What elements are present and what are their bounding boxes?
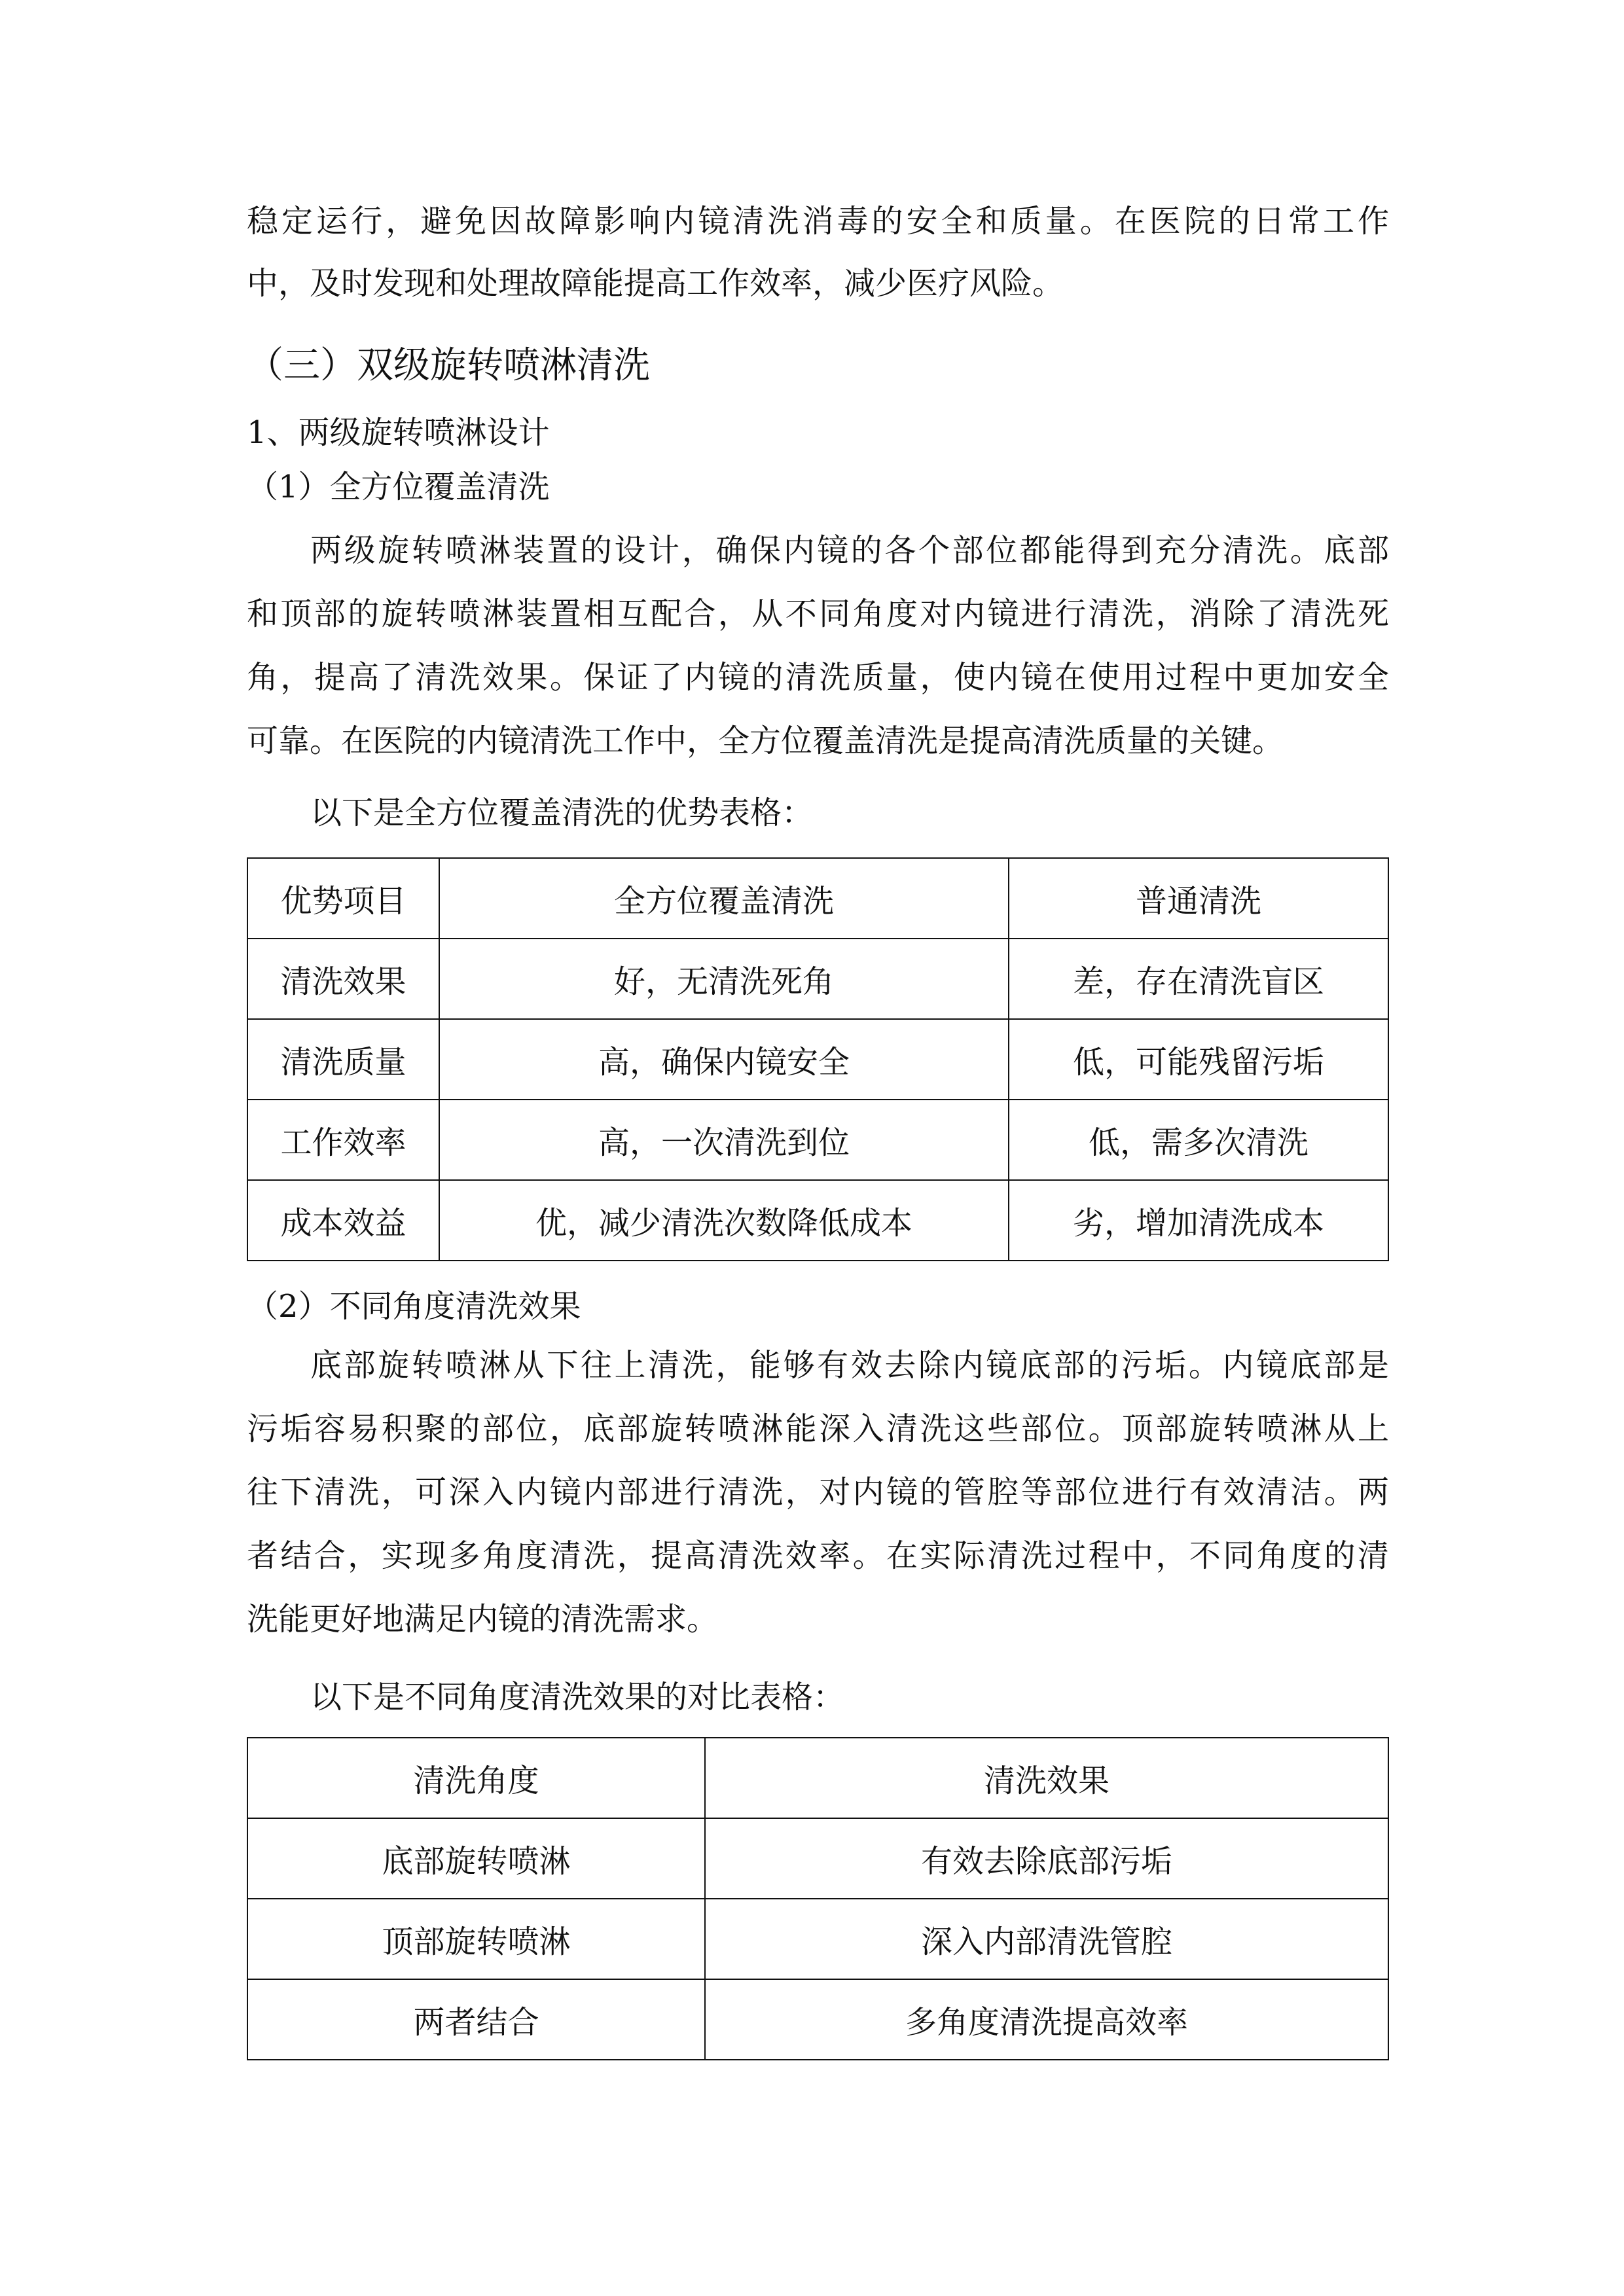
table-cell: 有效去除底部污垢 [705,1818,1388,1899]
table-cell: 清洗效果 [705,1738,1388,1818]
table-cell: 工作效率 [247,1100,439,1180]
table-header-row [247,1738,1388,1818]
table-row [247,1979,1388,2060]
table-row [247,1019,1388,1100]
table-cell: 高，确保内镜安全 [439,1019,1009,1100]
table-cell: 劣，增加清洗成本 [1009,1180,1388,1261]
item1-paragraph-line: 两级旋转喷淋装置的设计，确保内镜的各个部位都能得到充分清洗。底部 [310,532,1389,569]
item1-table-intro: 以下是全方位覆盖清洗的优势表格： [310,795,814,831]
table-cell: 清洗角度 [247,1738,705,1818]
table-cell: 低，需多次清洗 [1009,1100,1388,1180]
intro-line: 中，及时发现和处理故障能提高工作效率，减少医疗风险。 [247,265,1064,302]
item2-paragraph-line: 往下清洗，可深入内镜内部进行清洗，对内镜的管腔等部位进行有效清洁。两 [247,1474,1389,1511]
table-cell: 全方位覆盖清洗 [439,858,1009,939]
subsection-heading: 1、两级旋转喷淋设计 [247,414,550,451]
intro-line: 稳定运行，避免因故障影响内镜清洗消毒的安全和质量。在医院的日常工作 [247,203,1389,240]
item2-title: （2）不同角度清洗效果 [247,1288,581,1325]
section-heading: （三）双级旋转喷淋清洗 [247,344,650,387]
table-row [247,1180,1388,1261]
item2-table-intro: 以下是不同角度清洗效果的对比表格： [310,1679,845,1715]
table-cell: 好，无清洗死角 [439,939,1009,1019]
table-cell: 清洗效果 [247,939,439,1019]
table-cell: 高，一次清洗到位 [439,1100,1009,1180]
table-cell: 底部旋转喷淋 [247,1818,705,1899]
item2-paragraph-line: 污垢容易积聚的部位，底部旋转喷淋能深入清洗这些部位。顶部旋转喷淋从上 [247,1410,1389,1447]
advantage-table [247,857,1389,1261]
table-header-row [247,858,1388,939]
table-cell: 优，减少清洗次数降低成本 [439,1180,1009,1261]
table-cell: 差，存在清洗盲区 [1009,939,1388,1019]
table-cell: 低，可能残留污垢 [1009,1019,1388,1100]
table-cell: 深入内部清洗管腔 [705,1899,1388,1979]
table-row [247,1899,1388,1979]
table-cell: 清洗质量 [247,1019,439,1100]
table-cell: 成本效益 [247,1180,439,1261]
table-cell: 两者结合 [247,1979,705,2060]
item1-paragraph-line: 和顶部的旋转喷淋装置相互配合，从不同角度对内镜进行清洗，消除了清洗死 [247,596,1389,632]
angle-comparison-table [247,1737,1389,2060]
item2-paragraph-line: 底部旋转喷淋从下往上清洗，能够有效去除内镜底部的污垢。内镜底部是 [310,1347,1389,1384]
item1-title: （1）全方位覆盖清洗 [247,469,550,505]
item1-paragraph-line: 可靠。在医院的内镜清洗工作中，全方位覆盖清洗是提高清洗质量的关键。 [247,723,1284,759]
table-row [247,939,1388,1019]
table-row [247,1100,1388,1180]
item1-paragraph-line: 角，提高了清洗效果。保证了内镜的清洗质量，使内镜在使用过程中更加安全 [247,659,1389,696]
table-cell: 优势项目 [247,858,439,939]
table-cell: 顶部旋转喷淋 [247,1899,705,1979]
table-row [247,1818,1388,1899]
table-cell: 普通清洗 [1009,858,1388,939]
item2-paragraph-line: 洗能更好地满足内镜的清洗需求。 [247,1601,719,1638]
item2-paragraph-line: 者结合，实现多角度清洗，提高清洗效率。在实际清洗过程中，不同角度的清 [247,1537,1389,1574]
table-cell: 多角度清洗提高效率 [705,1979,1388,2060]
